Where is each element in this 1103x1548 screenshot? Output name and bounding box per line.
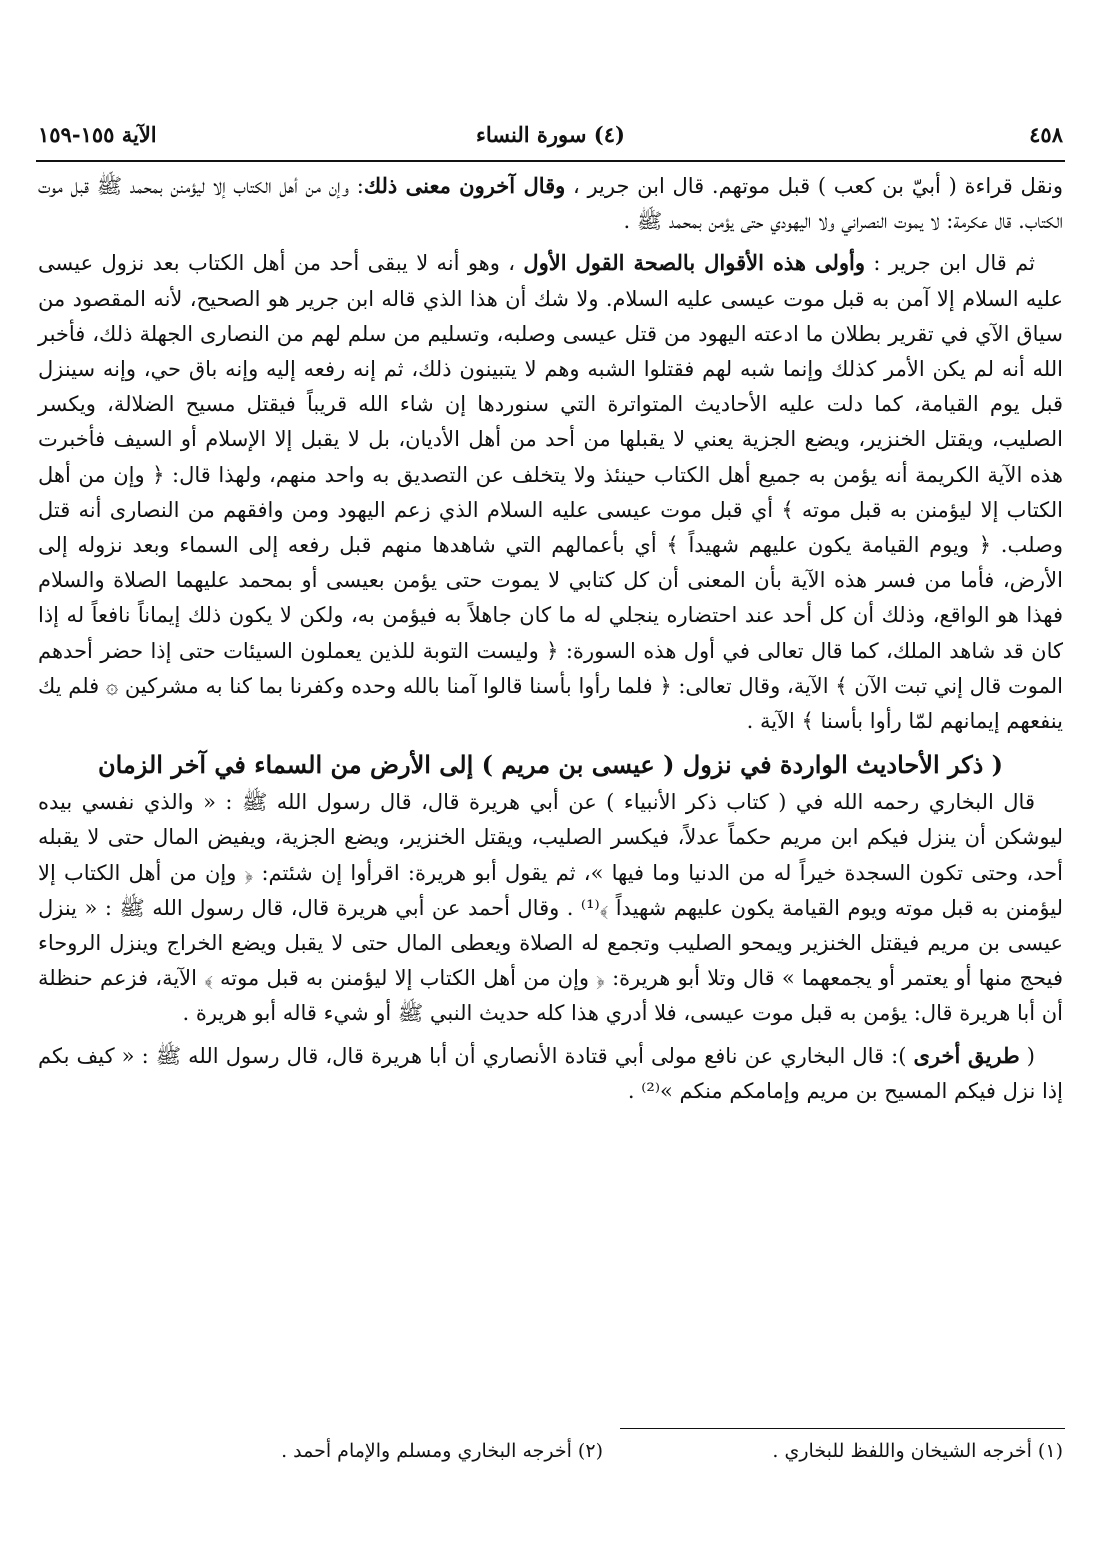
text-segment: ونقل قراءة ( أبيّ بن كعب ) قبل موتهم. قال ابن جرير ، xyxy=(565,174,1063,198)
surah-title: (٤) سورة النساء xyxy=(476,122,625,147)
text-segment: : وإن من أهل الكتاب إلا ليؤمنن بمحمد ﷺ قبل موت الكتاب. قال عكرمة: لا يموت النصراني ولا اليهودي حتى يؤمن بمحمد ﷺ . xyxy=(38,174,1063,234)
text-segment: ، وهو أنه لا يبقى أحد من أهل الكتاب بعد نزول عيسى عليه السلام إلا آمن به قبل موت عيسى عليه السلام. ولا شك أن هذا الذي قاله ابن جرير هو الصحيح، لأنه المقصود من سياق الآي في تقرير بطلان ما ادعته اليهود من قتل عيسى وصلبه، وتسليم من سلم لهم من النصارى الجهلة ذلك، فأخبر الله أنه لم يكن الأمر كذلك وإنما شبه لهم فقتلوا الشبه وهم لا يتبينون ذلك، ثم إنه رفعه إليه وإنه باق حي، وإنه سينزل قبل يوم القيامة، كما دلت عليه الأحاديث المتواترة التي سنوردها إن شاء الله قريباً فيقتل مسيح الضلالة، ويكسر الصليب، ويقتل الخنزير، ويضع الجزية يعني لا يقبلها من أحد من أهل الأديان، بل لا يقبل إلا الإسلام أو السيف فأخبرت هذه الآية الكريمة أنه يؤمن به جميع أهل الكتاب حينئذ ولا يتخلف عن التصديق به واحد منهم، ولهذا قال: ﴿ وإن من أهل الكتاب إلا ليؤمنن به قبل موته ﴾ أي قبل موت عيسى عليه السلام الذي زعم اليهود ومن وافقهم من النصارى أنه قتل وصلب. ﴿ ويوم القيامة يكون عليهم شهيداً ﴾ أي بأعمالهم التي شاهدها منهم قبل رفعه إلى السماء وبعد نزوله إلى الأرض، فأما من فسر هذه الآية بأن المعنى أن كل كتابي لا يموت حتى يؤمن بعيسى أو بمحمد عليهما الصلاة والسلام فهذا هو الواقع، وذلك أن كل أحد عند احتضاره ينجلي له ما كان جاهلاً به فيؤمن به، ولكن لا يكون ذلك إيماناً نافعاً له إذا كان قد شاهد الملك، كما قال تعالى في أول هذه السورة: ﴿ وليست التوبة للذين يعملون السيئات حتى إذا حضر أحدهم الموت قال إني تبت الآن ﴾ الآية، وقال تعالى: ﴿ فلما رأوا بأسنا قالوا آمنا بالله وحده وكفرنا بما كنا به مشركين ۞ فلم يك ينفعهم إيمانهم لمّا رأوا بأسنا ﴾ الآية . xyxy=(38,251,1063,734)
text-segment: ): قال البخاري عن نافع مولى أبي قتادة الأنصاري أن أبا هريرة قال، قال رسول الله ﷺ : « كيف بكم إذا نزل فيكم المسيح بن مريم وإمامكم منكم »⁽²⁾ . xyxy=(38,1043,1063,1103)
section-heading: ( ذكر الأحاديث الواردة في نزول ( عيسى بن مريم ) إلى الأرض من السماء في آخر الزمان xyxy=(97,750,1004,780)
page-body xyxy=(38,168,1063,1109)
text-segment: ( xyxy=(1019,1043,1035,1068)
bold-text-segment: وأولى هذه الأقوال بالصحة القول الأول xyxy=(523,250,866,276)
text-segment: ثم قال ابن جرير : xyxy=(865,251,1035,276)
header-divider xyxy=(36,160,1065,162)
page-number: ٤٥٨ xyxy=(1029,122,1063,147)
text-segment: قال البخاري رحمه الله في ( كتاب ذكر الأنبياء ) عن أبي هريرة قال، قال رسول الله ﷺ : « والذي نفسي بيده ليوشكن أن ينزل فيكم ابن مريم حكماً عدلاً، فيكسر الصليب، ويقتل الخنزير، ويضع الجزية، ويفيض المال حتى لا يقبله أحد، وحتى تكون السجدة خيراً له من الدنيا وما فيها »، ثم يقول أبو هريرة: اقرأوا إن شئتم: ﴿ وإن من أهل الكتاب إلا ليؤمنن به قبل موته ويوم القيامة يكون عليهم شهيداً ﴾⁽¹⁾ . وقال أحمد عن أبي هريرة قال، قال رسول الله ﷺ : « ينزل عيسى بن مريم فيقتل الخنزير ويمحو الصليب وتجمع له الصلاة ويعطى المال حتى لا يقبل ويضع الخراج وينزل الروحاء فيحج منها أو يعتمر أو يجمعهما » قال وتلا أبو هريرة: ﴿ وإن من أهل الكتاب إلا ليؤمنن به قبل موته ﴾ الآية، فزعم حنظلة أن أبا هريرة قال: يؤمن به قبل موت عيسى، فلا أدري هذا كله حديث النبي ﷺ أو شيء قاله أبو هريرة . xyxy=(38,790,1064,1026)
page-header xyxy=(38,122,1063,158)
paragraph-another-route xyxy=(38,1038,1063,1109)
paragraph-ibn-jarir xyxy=(38,245,1063,739)
bold-text-segment: وقال آخرون معنى ذلك xyxy=(363,173,566,198)
paragraph-bukhari-hadith xyxy=(38,785,1063,1031)
bold-text-segment: طريق أخرى xyxy=(913,1042,1020,1068)
footnote-divider xyxy=(620,1428,1065,1429)
footnotes xyxy=(38,1440,1063,1470)
footnote-2: (٢) أخرجه البخاري ومسلم والإمام أحمد . xyxy=(281,1440,603,1462)
paragraph-qiraat xyxy=(38,168,1063,239)
footnote-1: (١) أخرجه الشيخان واللفظ للبخاري . xyxy=(772,1440,1063,1462)
ayah-range: الآية ١٥٥-١٥٩ xyxy=(38,122,157,147)
